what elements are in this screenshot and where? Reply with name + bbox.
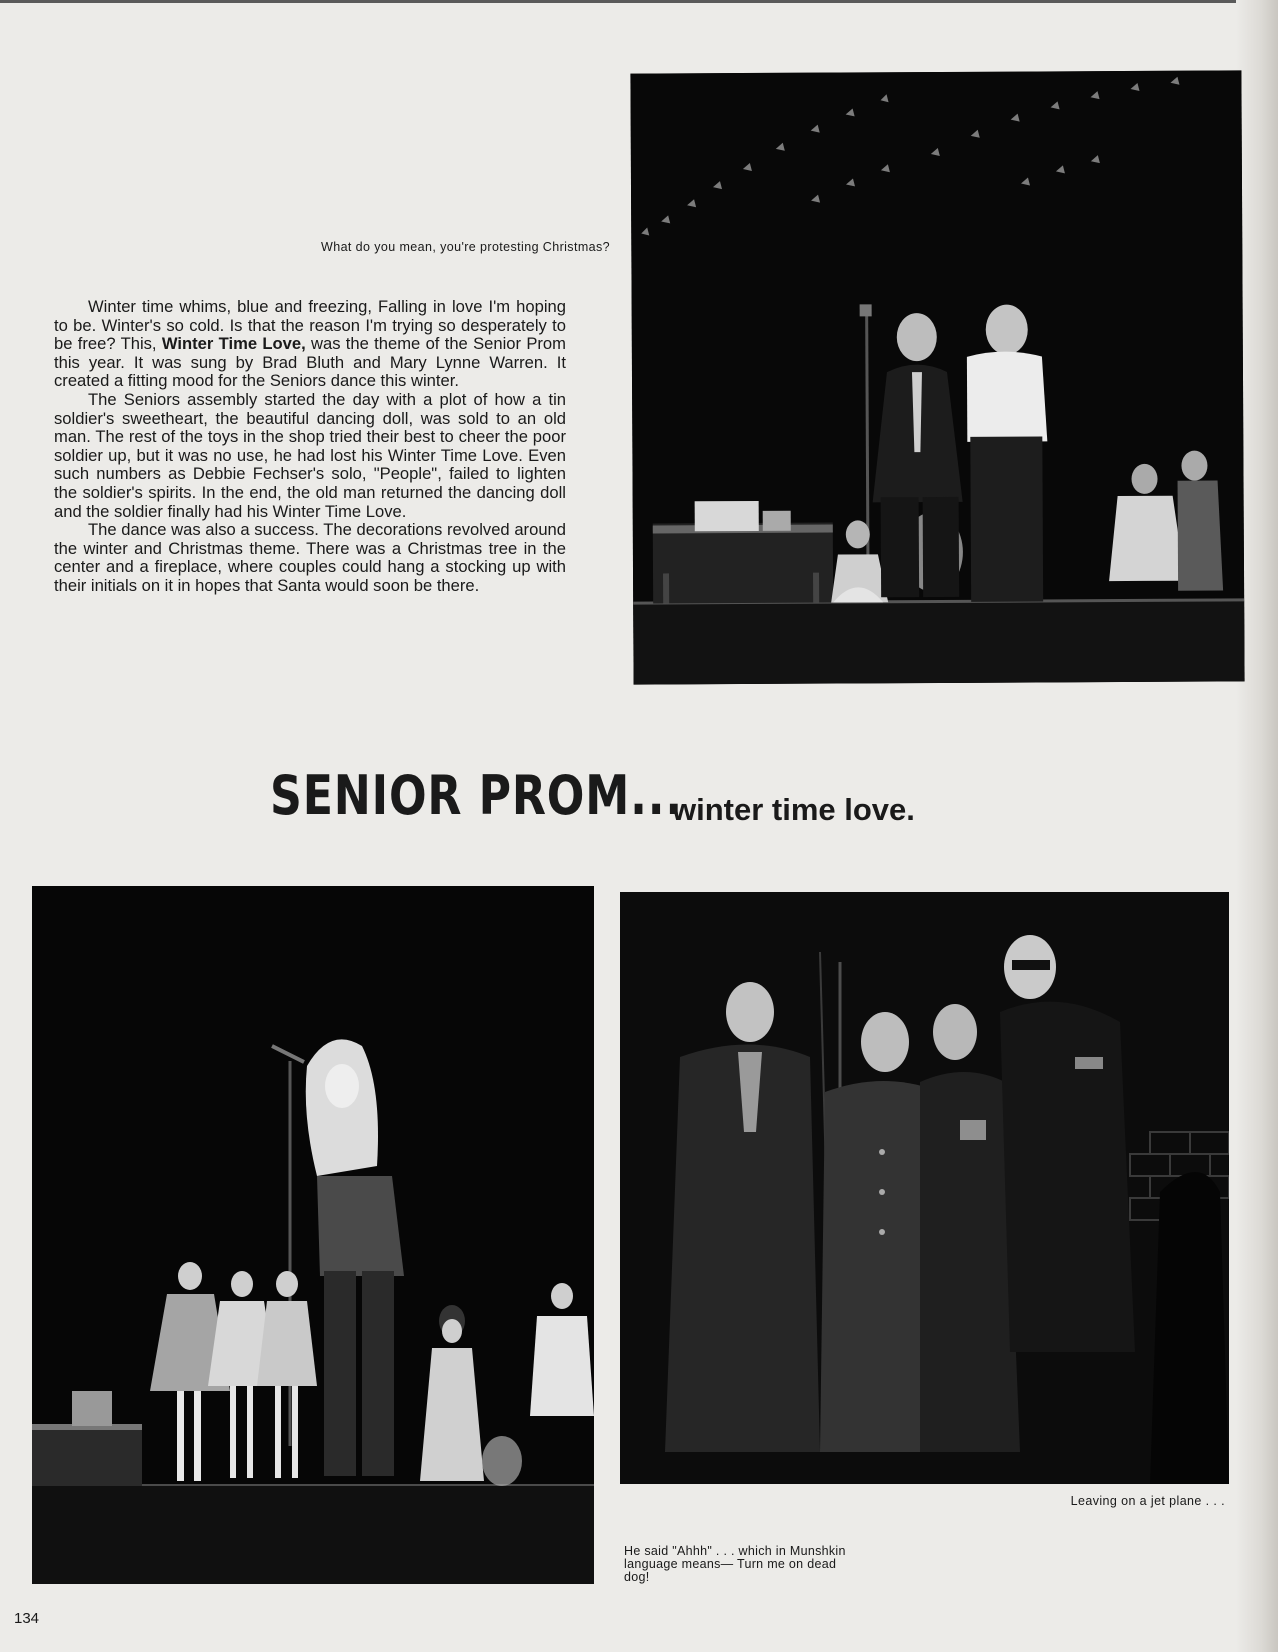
photo-santa-with-dolls bbox=[32, 886, 594, 1584]
article-paragraph-1-intro: Winter time whims, blue and freezing, Falling in love I'm hoping to be. Winter's so cold. Is that the reason I'm trying so desperately to be free? This, bbox=[54, 297, 566, 354]
headline-main: SENIOR PROM... bbox=[270, 764, 684, 827]
article-paragraph-3: The dance was also a success. The decorations revolved around the winter and Christmas theme. There was a Christmas tree in the center and a fireplace, where couples could hang a stocking up with their initials on it in hopes that Santa would soon be there. bbox=[54, 520, 566, 595]
article-paragraph-1-rest: was the theme of the Senior Prom this year. It was sung by Brad Bluth and Mary Lynne Warren. It created a fitting mood for the Seniors dance this winter. bbox=[54, 334, 566, 391]
page-top-edge bbox=[0, 0, 1278, 3]
page-number: 134 bbox=[14, 1610, 40, 1627]
caption-stage-photo: What do you mean, you're protesting Christmas? bbox=[321, 240, 610, 254]
article-paragraph-2: The Seniors assembly started the day with a plot of how a tin soldier's sweetheart, the beautiful dancing doll, was sold to an old man. The rest of the toys in the shop tried their best to cheer the poor soldier up, but it was no use, he had lost his Winter Time Love. Even such numbers as Debbie Fechser's solo, "People", failed to lighten the soldier's spirits. In the end, the old man returned the dancing doll and the soldier finally had his Winter Time Love. bbox=[54, 389, 566, 521]
photo-singing-soldiers bbox=[620, 892, 1229, 1484]
photo-stage-drawing bbox=[630, 70, 1244, 684]
article-paragraph-1 bbox=[54, 298, 566, 391]
photo-singers-drawing bbox=[620, 892, 1229, 1484]
headline-subtitle: winter time love. bbox=[672, 792, 915, 827]
photo-santa-drawing bbox=[32, 886, 594, 1584]
caption-jet-plane: Leaving on a jet plane . . . bbox=[1070, 1494, 1225, 1508]
caption-ahhh: He said "Ahhh" . . . which in Munshkin language means— Turn me on dead dog! bbox=[624, 1544, 846, 1584]
headline bbox=[270, 764, 990, 834]
photo-stage-performers bbox=[630, 70, 1244, 684]
article-body bbox=[54, 298, 566, 596]
theme-title: Winter Time Love, bbox=[161, 334, 306, 354]
